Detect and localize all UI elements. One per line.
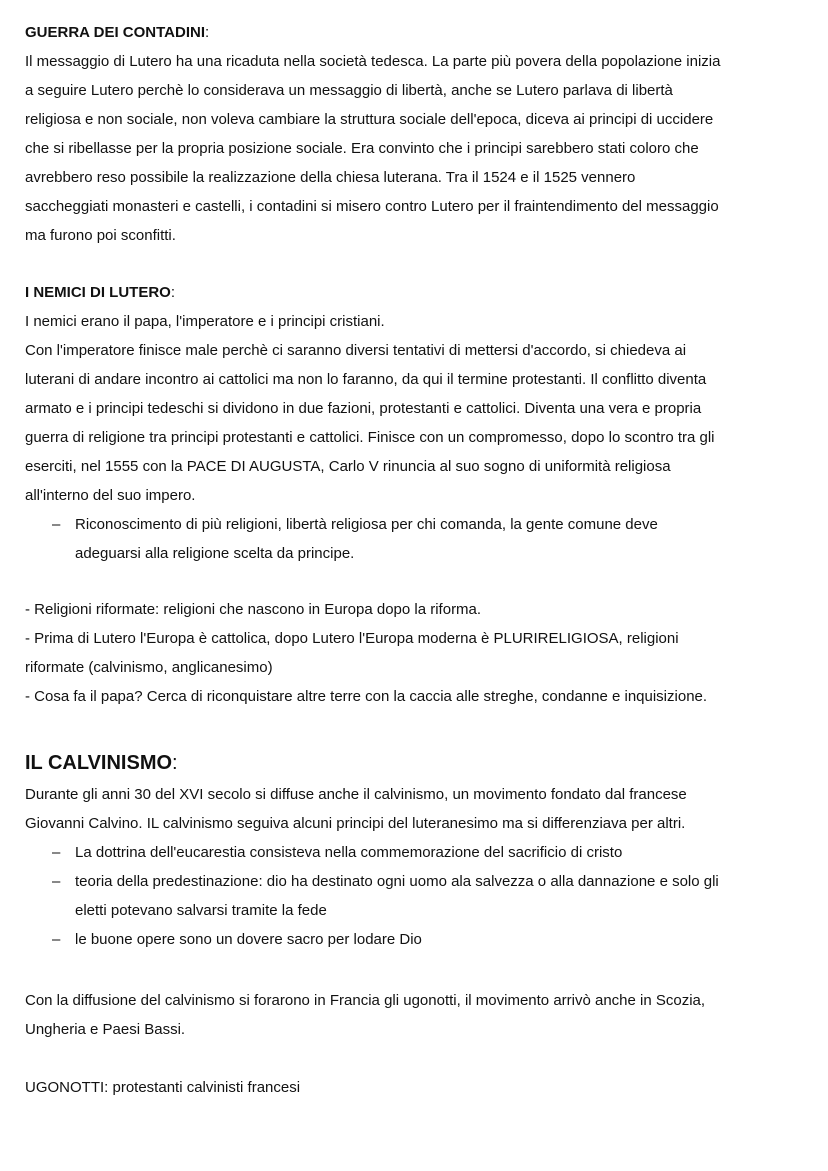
heading-text: GUERRA DEI CONTADINI [25, 24, 205, 41]
bullet-continuation: adeguarsi alla religione scelta da principe. [75, 545, 355, 562]
bullet-item [25, 510, 815, 539]
note-line: - Religioni riformate: religioni che nascono in Europa dopo la riforma. [25, 601, 482, 618]
definition-line: UGONOTTI: protestanti calvinisti francesi [25, 1079, 301, 1096]
section-nemici-lutero [25, 278, 815, 568]
text-line: luterani di andare incontro ai cattolici ma non lo faranno, da qui il termine protestanti. Il conflitto diventa [25, 371, 707, 388]
text-line: Il messaggio di Lutero ha una ricaduta nella società tedesca. La parte più povera della popolazione inizia [25, 53, 721, 70]
note-line: - Cosa fa il papa? Cerca di riconquistare altre terre con la caccia alle streghe, condanne e inquisizione. [25, 688, 708, 705]
section-heading [25, 746, 815, 780]
text-line: religiosa e non sociale, non voleva cambiare la struttura sociale dell'epoca, diceva ai principi di uccidere [25, 111, 714, 128]
bullet-text: La dottrina dell'eucarestia consisteva nella commemorazione del sacrificio di cristo [75, 844, 623, 861]
text-line: Giovanni Calvino. IL calvinismo seguiva alcuni principi del luteranesimo ma si differenziava per altri. [25, 815, 686, 832]
bullet-item [25, 867, 815, 896]
text-line: ma furono poi sconfitti. [25, 227, 176, 244]
dash-bullet-icon: – [52, 931, 61, 948]
section-calvinismo [25, 746, 815, 954]
section-guerra-contadini [25, 18, 815, 250]
bullet-text: le buone opere sono un dovere sacro per lodare Dio [75, 931, 422, 948]
text-line: saccheggiati monasteri e castelli, i contadini si misero contro Lutero per il fraintendimento del messaggio [25, 198, 719, 215]
bullet-continuation: eletti potevano salvarsi tramite la fede [75, 902, 327, 919]
note-line: - Prima di Lutero l'Europa è cattolica, dopo Lutero l'Europa moderna è PLURIRELIGIOSA, religioni [25, 630, 679, 647]
closing-paragraph [25, 986, 815, 1044]
text-line: Con l'imperatore finisce male perchè ci saranno diversi tentativi di mettersi d'accordo, si chiedeva ai [25, 342, 687, 359]
note-line: riformate (calvinismo, anglicanesimo) [25, 659, 273, 676]
dash-bullet-icon: – [52, 844, 61, 861]
text-line: I nemici erano il papa, l'imperatore e i principi cristiani. [25, 313, 385, 330]
text-line: avrebbero reso possibile la realizzazione della chiesa luterana. Tra il 1524 e il 1525 vennero [25, 169, 636, 186]
text-line: Durante gli anni 30 del XVI secolo si diffuse anche il calvinismo, un movimento fondato dal francese [25, 786, 687, 803]
text-line: a seguire Lutero perchè lo considerava un messaggio di libertà, anche se Lutero parlava di libertà [25, 82, 673, 99]
text-line: che si ribellasse per la propria posizione sociale. Era convinto che i principi sarebbero stati coloro che [25, 140, 699, 157]
definition [25, 1073, 815, 1102]
text-line: guerra di religione tra principi protestanti e cattolici. Finisce con un compromesso, dopo lo scontro tra gli [25, 429, 715, 446]
bullet-text: teoria della predestinazione: dio ha destinato ogni uomo ala salvezza o alla dannazione e solo gli [75, 873, 719, 890]
text-line: all'interno del suo impero. [25, 487, 196, 504]
bullet-item [25, 925, 815, 954]
bullet-item [25, 838, 815, 867]
heading-text: I NEMICI DI LUTERO [25, 284, 171, 301]
heading-colon: : [205, 24, 210, 41]
text-line: Con la diffusione del calvinismo si forarono in Francia gli ugonotti, il movimento arrivò anche in Scozia, [25, 992, 706, 1009]
heading-colon: : [172, 752, 178, 774]
dash-bullet-icon: – [52, 516, 61, 533]
text-line: armato e i principi tedeschi si dividono in due fazioni, protestanti e cattolici. Diventa una vera e propria [25, 400, 702, 417]
dash-bullet-icon: – [52, 873, 61, 890]
text-line: eserciti, nel 1555 con la PACE DI AUGUSTA, Carlo V rinuncia al suo sogno di uniformità religiosa [25, 458, 671, 475]
text-line: Ungheria e Paesi Bassi. [25, 1021, 186, 1038]
heading-text: IL CALVINISMO [25, 752, 173, 774]
section-heading [25, 18, 815, 47]
notes [25, 595, 815, 711]
heading-colon: : [170, 284, 176, 301]
section-heading [25, 278, 815, 307]
bullet-text: Riconoscimento di più religioni, libertà religiosa per chi comanda, la gente comune deve [75, 516, 658, 533]
